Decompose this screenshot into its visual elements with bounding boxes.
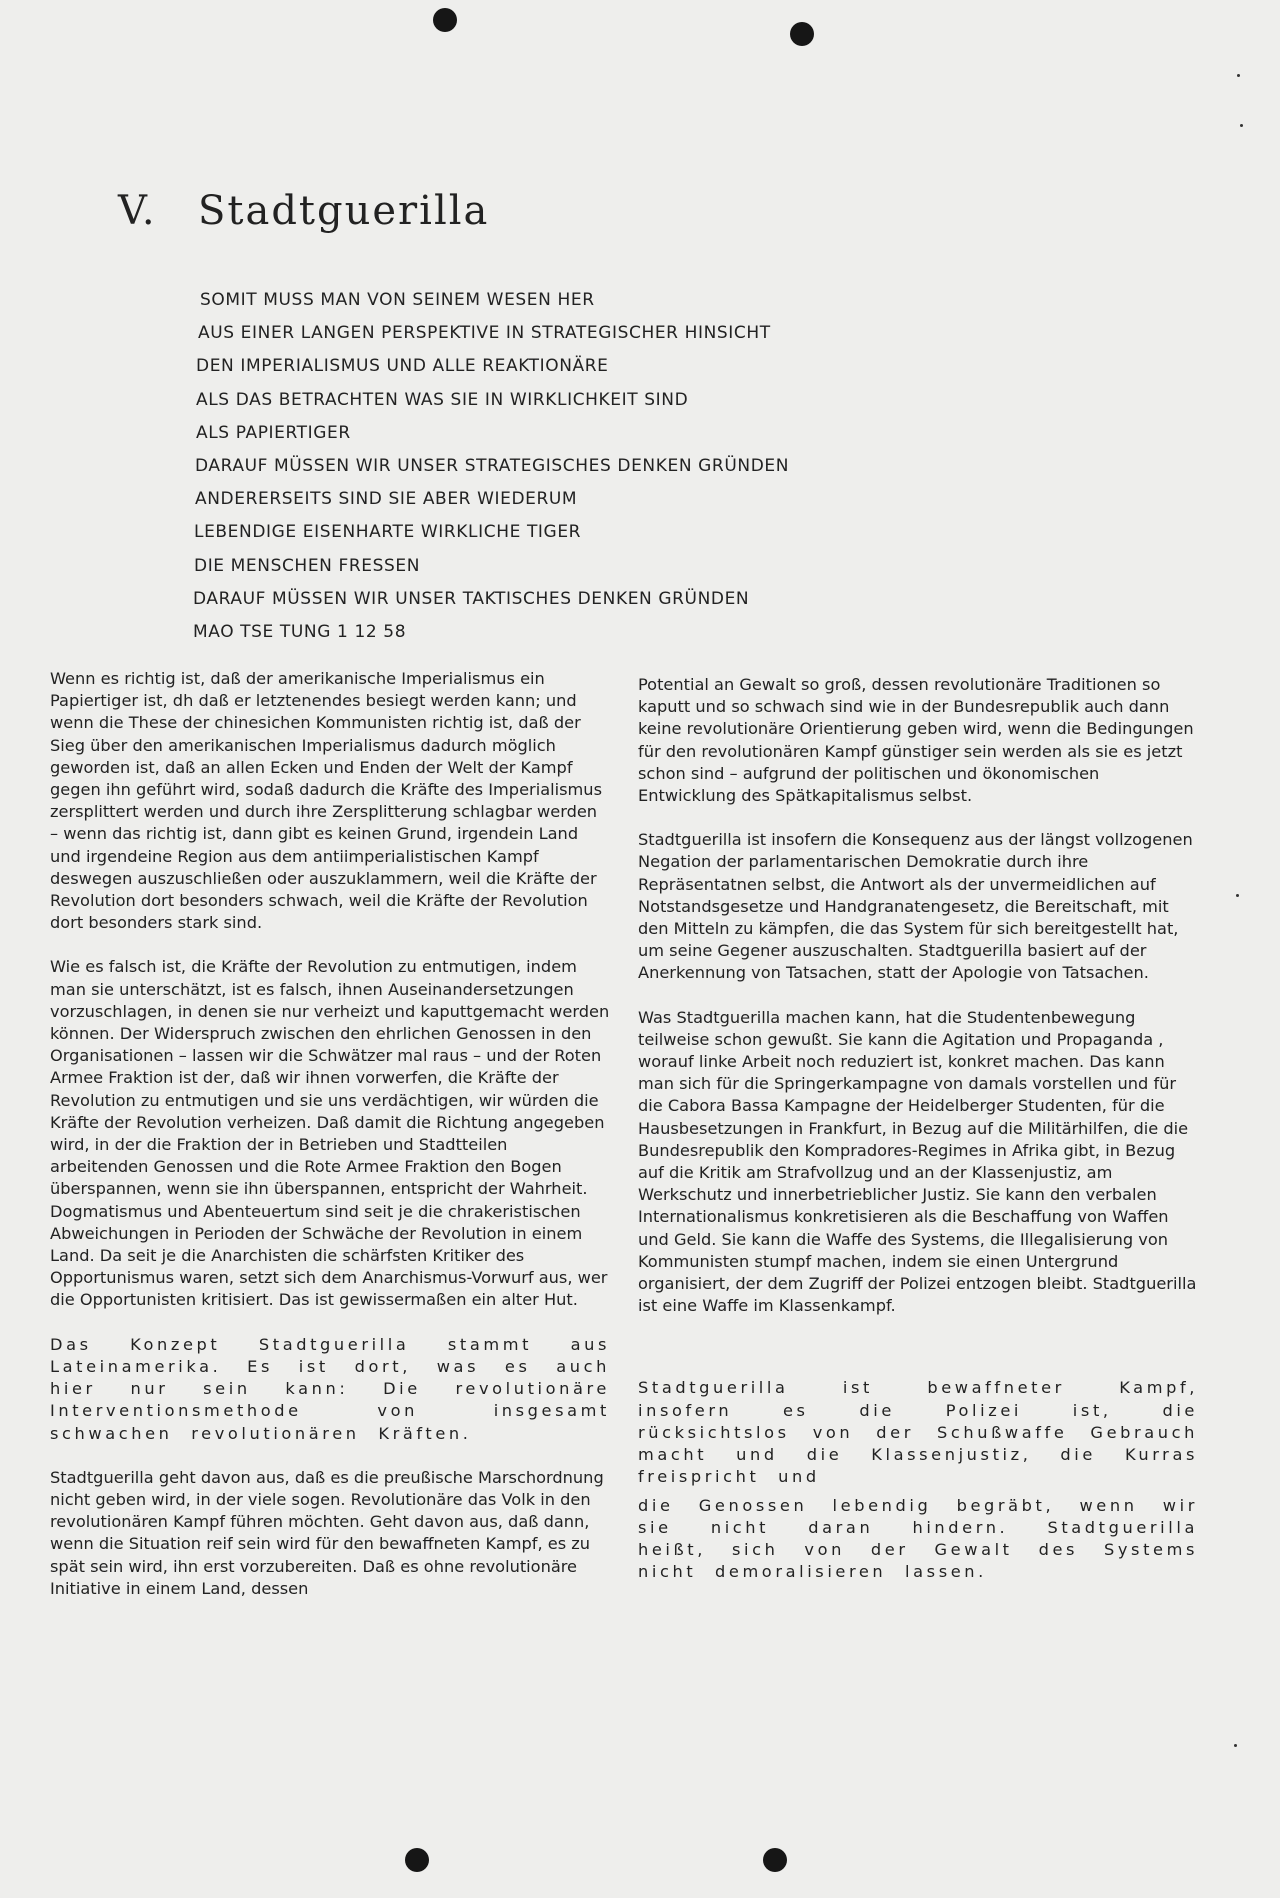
quote-line: ALS DAS BETRACHTEN WAS SIE IN WIRKLICHKEIT SIND <box>196 389 689 410</box>
paragraph: Stadtguerilla geht davon aus, daß es die preußische Marschordnung nicht geben wird, in der viele sogen. Revolutionäre das Volk in den revolutionären Kampf führen möchten. Geht davon aus, daß dann, wenn die Situation reif sein wird für den bewaffneten Kampf, es zu spät sein wird, ihn erst vorzubereiten. Daß es ohne revolutionäre Initiative in einem Land, dessen <box>50 1467 604 1598</box>
quote-attribution: MAO TSE TUNG 1 12 58 <box>193 621 407 642</box>
paragraph: Das Konzept Stadtguerilla stammt aus Lateinamerika. Es ist dort, was es auch hier nur sein kann: Die revolutionäre Interventionsmethode von insgesamt schwachen revolutionären Kräften. <box>50 1334 610 1443</box>
quote-line: DEN IMPERIALISMUS UND ALLE REAKTIONÄRE <box>196 356 609 377</box>
punch-hole-top-right <box>790 22 814 46</box>
speck <box>1234 1744 1237 1747</box>
paragraph: die Genossen lebendig begräbt, wenn wir sie nicht daran hindern. Stadtguerilla heißt, sich von der Gewalt des Systems nicht demoralisieren lassen. <box>638 1495 1198 1582</box>
right-column <box>638 674 1198 1605</box>
paragraph: Was Stadtguerilla machen kann, hat die Studentenbewegung teilweise schon gewußt. Sie kann die Agitation und Propaganda , worauf linke Arbeit noch reduziert ist, konkret machen. Das kann man sich für die Springerkampagne von damals vorstellen und für die Cabora Bassa Kampagne der Heidelberger Studenten, für die Hausbesetzungen in Frankfurt, in Bezug auf die Militärhilfen, die die Bundesrepublik den Kompradores-Regimes in Afrika gibt, in Bezug auf die Kritik am Strafvollzug und an der Klassenjustiz, am Werkschutz und innerbetrieblicher Justiz. Sie kann den verbalen Internationalismus konkretisieren als die Beschaffung von Waffen und Geld. Sie kann die Waffe des Systems, die Illegalisierung von Kommunisten stumpf machen, indem sie einen Untergrund organisiert, der dem Zugriff der Polizei entzogen bleibt. Stadtguerilla ist eine Waffe im Klassenkampf. <box>638 1007 1197 1316</box>
paragraph: Potential an Gewalt so groß, dessen revolutionäre Traditionen so kaputt und so schwach sind wie in der Bundesrepublik auch dann keine revolutionäre Orientierung geben wird, wenn die Bedingungen für den revolutionären Kampf günstiger sein werden als sie es jetzt schon sind – aufgrund der politischen und ökonomischen Entwicklung des Spätkapitalismus selbst. <box>638 675 1194 806</box>
speck <box>1237 74 1240 77</box>
section-title: Stadtguerilla <box>198 188 490 234</box>
paragraph: Stadtguerilla ist bewaffneter Kampf, insofern es die Polizei ist, die rücksichtslos von der Schußwaffe Gebrauch macht und die Klassenjustiz, die Kurras freispricht und <box>638 1378 1198 1487</box>
quote-line: DARAUF MÜSSEN WIR UNSER TAKTISCHES DENKEN GRÜNDEN <box>193 588 750 609</box>
quote-line: DIE MENSCHEN FRESSEN <box>194 555 421 576</box>
quote-line: SOMIT MUSS MAN VON SEINEM WESEN HER <box>200 290 595 310</box>
quote-line: AUS EINER LANGEN PERSPEKTIVE IN STRATEGISCHER HINSICHT <box>198 323 771 344</box>
punch-hole-top-left <box>433 8 457 32</box>
paragraph: Wie es falsch ist, die Kräfte der Revolution zu entmutigen, indem man sie unterschätzt, ist es falsch, ihnen Auseinandersetzungen vorzuschlagen, in denen sie nur verheizt und kaputtgemacht werden können. Der Widerspruch zwischen den ehrlichen Genossen in den Organisationen – lassen wir die Schwätzer mal raus – und der Roten Armee Fraktion ist der, daß wir ihnen vorwerfen, die Kräfte der Revolution zu entmutigen und sie uns verdächtigen, wir würden die Kräfte der Revolution verheizen. Daß damit die Richtung angegeben wird, in der die Fraktion der in Betrieben und Stadtteilen arbeitenden Genossen und die Rote Armee Fraktion den Bogen überspannen, wenn sie ihn überspannen, entspricht der Wahrheit. Dogmatismus und Abenteuertum sind seit je die chrakeristischen Abweichungen in Perioden der Schwäche der Revolution in einem Land. Da seit je die Anarchisten die schärfsten Kritiker des Opportunismus waren, setzt sich dem Anarchismus-Vorwurf aus, wer die Opportunisten kritisiert. Das ist gewissermaßen ein alter Hut. <box>50 957 610 1310</box>
quote-line: ALS PAPIERTIGER <box>196 422 351 443</box>
quote-line: LEBENDIGE EISENHARTE WIRKLICHE TIGER <box>194 522 582 543</box>
punch-hole-bottom-right <box>763 1848 787 1872</box>
left-column <box>50 668 610 1622</box>
speck <box>1236 894 1239 897</box>
paragraph: Stadtguerilla ist insofern die Konsequenz aus der längst vollzogenen Negation der parlamentarischen Demokratie durch ihre Repräsentatnen selbst, die Antwort als der unvermeidlichen auf Notstandsgesetze und Handgranatengesetz, die Bereitschaft, mit den Mitteln zu kämpfen, die das System für sich bereitgestellt hat, um seine Gegener auszuschalten. Stadtguerilla basiert auf der Anerkennung von Tatsachen, statt der Apologie von Tatsachen. <box>638 830 1193 983</box>
spacer <box>638 1339 1198 1377</box>
section-number: V. <box>118 188 157 234</box>
section-heading <box>118 188 489 234</box>
speck <box>1240 124 1243 127</box>
paragraph: Wenn es richtig ist, daß der amerikanische Imperialismus ein Papiertiger ist, dh daß er letztenendes besiegt werden kann; und wenn die These der chinesichen Kommunisten richtig ist, daß der Sieg über den amerikanischen Imperialismus dadurch möglich geworden ist, daß an allen Ecken und Enden der Welt der Kampf gegen ihn geführt wird, sodaß dadurch die Kräfte des Imperialismus zersplittert werden und durch ihre Zersplitterung schlagbar werden – wenn das richtig ist, dann gibt es keinen Grund, irgendein Land und irgendeine Region aus dem antiimperialistischen Kampf deswegen auszuschließen oder auszuklammern, weil die Kräfte der Revolution dort besonders schwach, weil die Kräfte der Revolution dort besonders stark sind. <box>50 669 603 933</box>
quote-line: ANDERERSEITS SIND SIE ABER WIEDERUM <box>195 489 578 510</box>
quote-line: DARAUF MÜSSEN WIR UNSER STRATEGISCHES DENKEN GRÜNDEN <box>195 455 790 476</box>
punch-hole-bottom-left <box>405 1848 429 1872</box>
mao-quote <box>193 284 996 649</box>
